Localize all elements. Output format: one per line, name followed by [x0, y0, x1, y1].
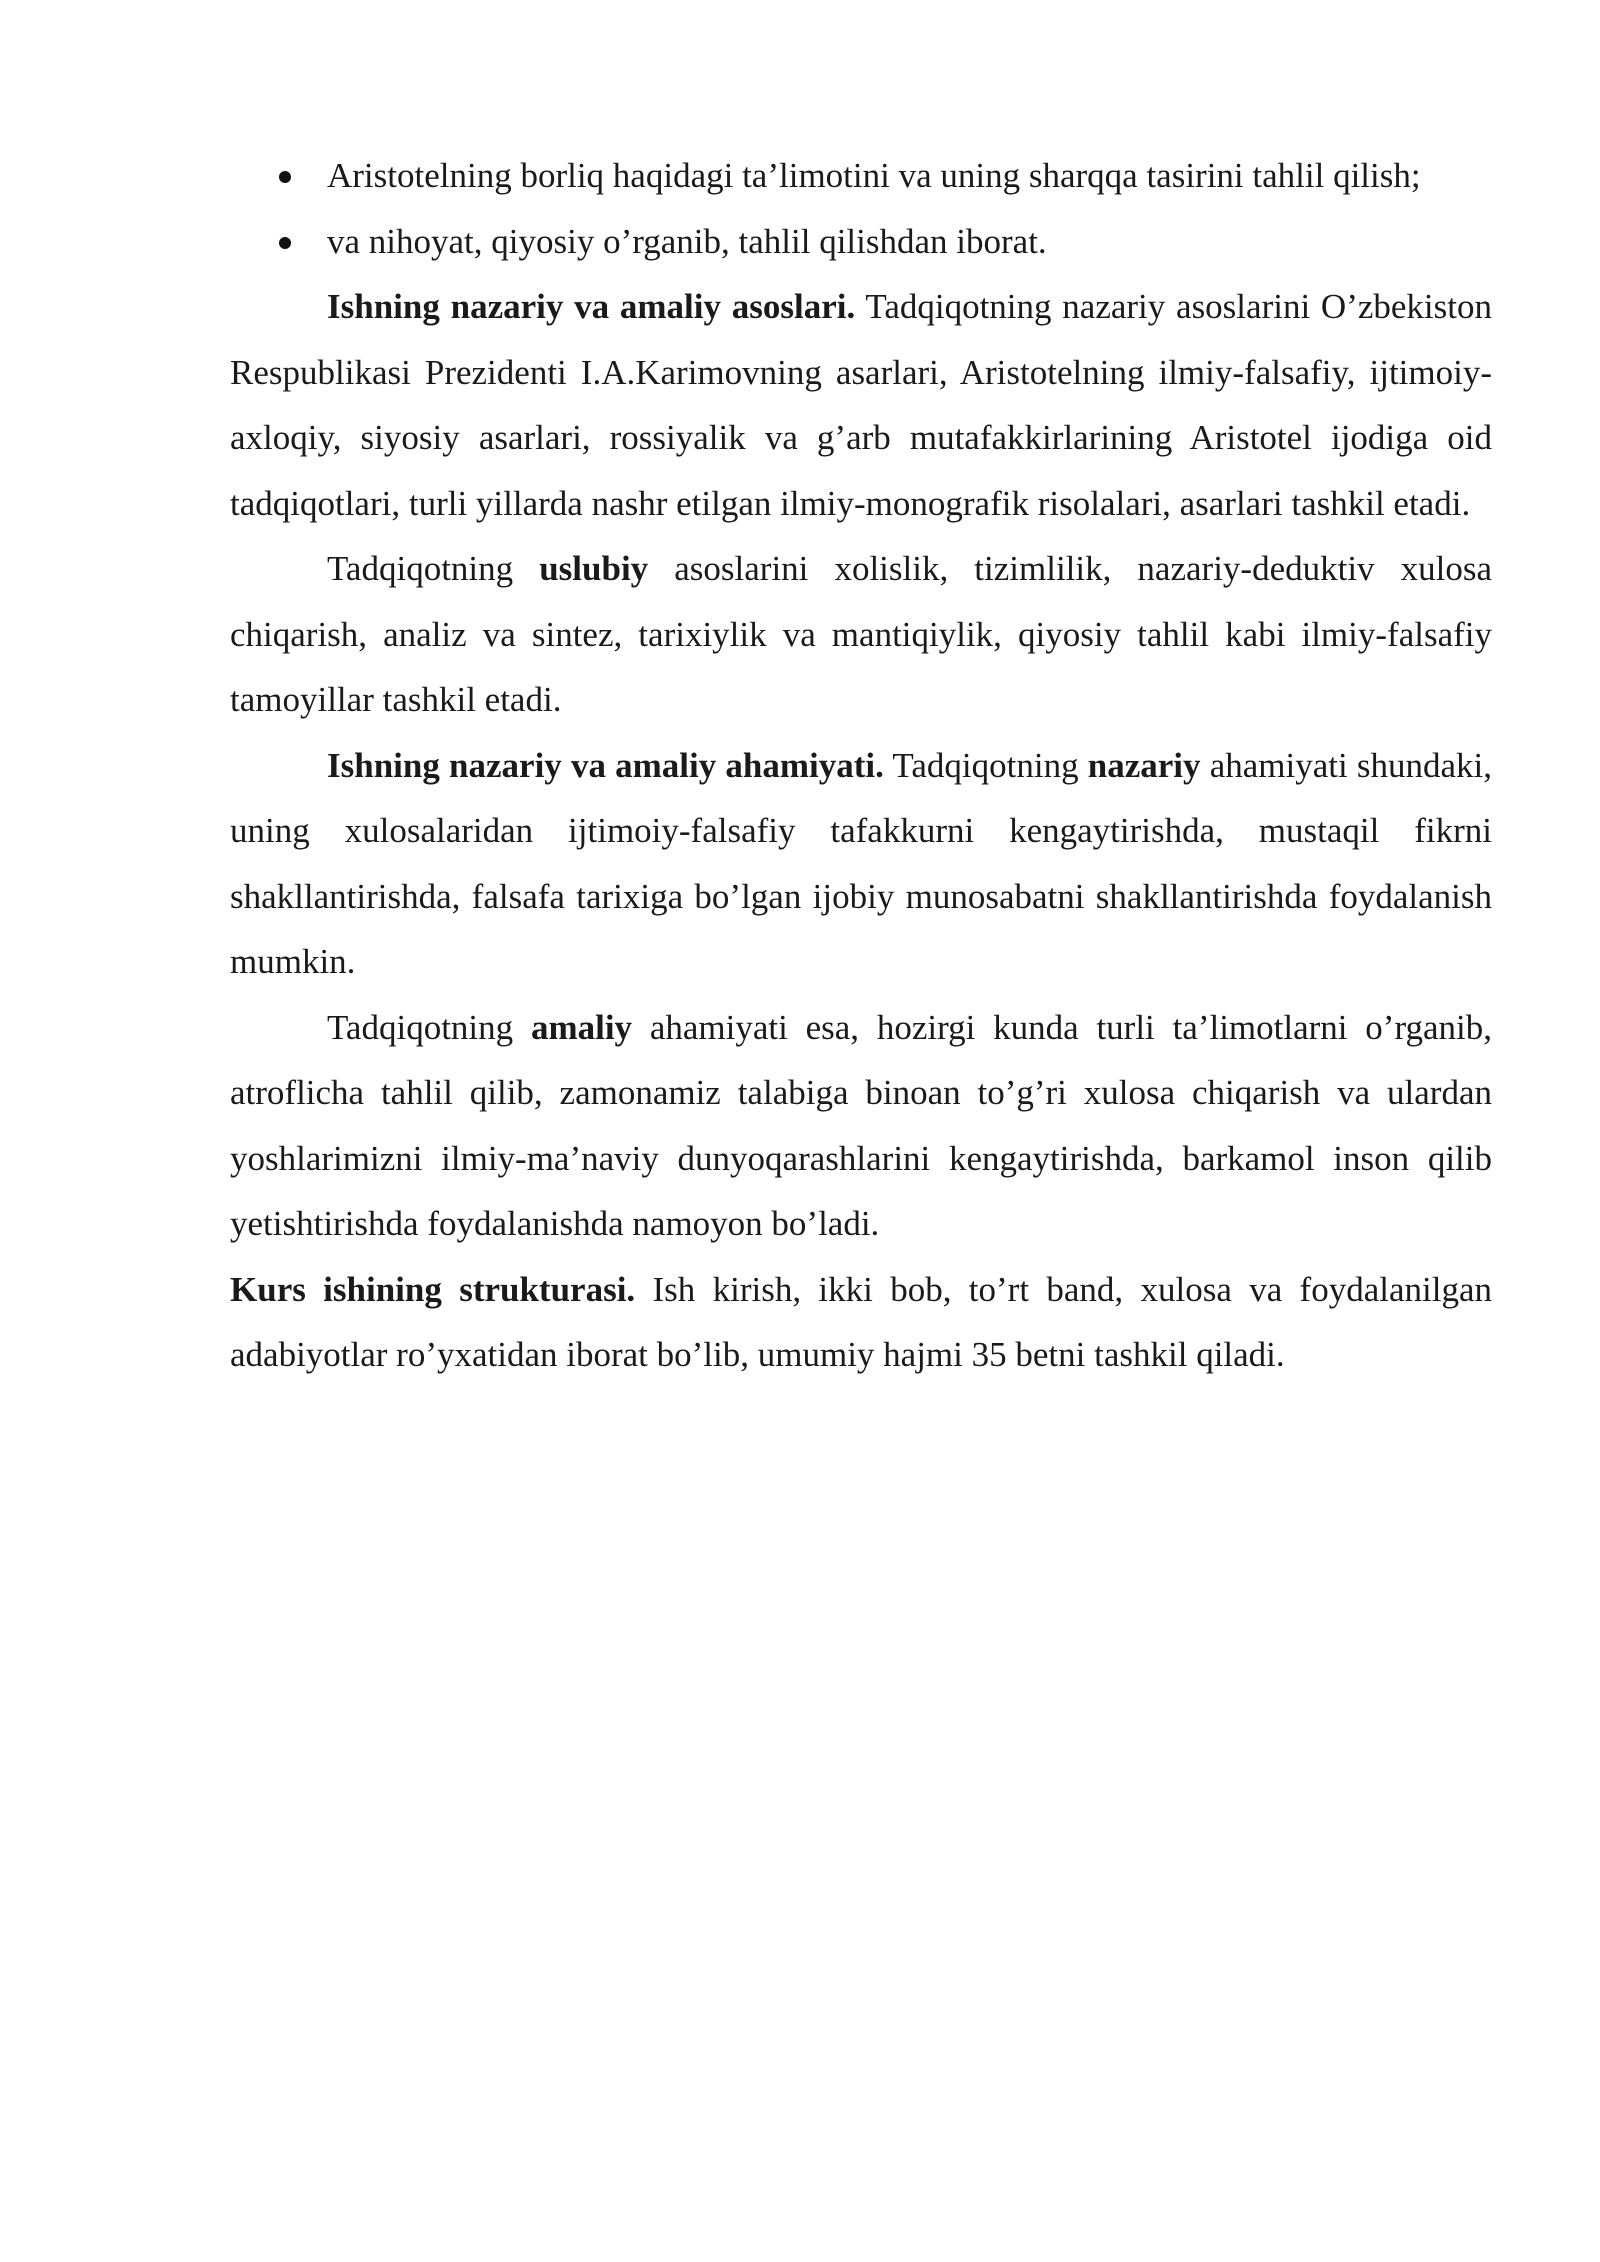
paragraph-text: ahamiyati shundaki, uning xulosalaridan ijtimoiy-falsafiy tafakkurni kengaytirishda, mustaqil fikrni shakllantirishda, falsafa tarixiga bo’lgan ijobiy munosabatni shakllantirishda foydalanish mumkin.	[230, 745, 1492, 981]
paragraph-structure	[230, 1257, 1492, 1388]
bold-term: nazariy	[1087, 745, 1201, 785]
list-item	[230, 143, 1492, 209]
bold-term: amaliy	[530, 1007, 633, 1047]
bullet-icon	[279, 171, 291, 183]
paragraph-text: asoslarini xolislik, tizimlilik, nazariy-deduktiv xulosa chiqarish, analiz va sintez, tarixiylik va mantiqiylik, qiyosiy tahlil kabi ilmiy-falsafiy tamoyillar tashkil etadi.	[230, 549, 1492, 719]
paragraph-text: Tadqiqotning nazariy asoslarini O’zbekiston Respublikasi Prezidenti I.A.Karimovning asarlari, Aristotelning ilmiy-falsafiy, ijtimoiy-axloqiy, siyosiy asarlari, rossiyalik va g’arb mutafakkirlarining Aristotel ijodiga oid tadqiqotlari, turli yillarda nashr etilgan ilmiy-monografik risolalari, asarlari tashkil etadi.	[230, 287, 1492, 523]
bullet-list	[230, 143, 1492, 274]
list-item-text: Aristotelning borliq haqidagi ta’limotini va uning sharqqa tasirini tahlil qilish;	[327, 156, 1421, 195]
bullet-icon	[279, 237, 291, 249]
paragraph-text: Tadqiqotning	[327, 1007, 531, 1047]
paragraph-text: ahamiyati esa, hozirgi kunda turli ta’limotlarni o’rganib, atroflicha tahlil qilib, zamonamiz talabiga binoan to’g’ri xulosa chiqarish va ulardan yoshlarimizni ilmiy-ma’naviy dunyoqarashlarini kengaytirishda, barkamol inson qilib yetishtirishda foydalanishda namoyon bo’ladi.	[230, 1007, 1492, 1243]
bold-term: uslubiy	[539, 549, 649, 588]
section-heading: Ishning nazariy va amaliy asoslari.	[327, 287, 856, 326]
paragraph-theoretical-significance	[230, 733, 1492, 995]
list-item-text: va nihoyat, qiyosiy o’rganib, tahlil qilishdan iborat.	[327, 221, 1047, 261]
paragraph-methodology	[230, 536, 1492, 733]
section-heading: Kurs ishining strukturasi.	[230, 1269, 636, 1309]
section-heading: Ishning nazariy va amaliy ahamiyati.	[327, 745, 884, 785]
paragraph-text: Ish kirish, ikki bob, to’rt band, xulosa va foydalanilgan adabiyotlar ro’yxatidan iborat bo’lib, umumiy hajmi 35 betni tashkil qiladi.	[230, 1269, 1492, 1374]
document-body	[230, 143, 1492, 1388]
paragraph-practical-significance	[230, 995, 1492, 1257]
paragraph-text: Tadqiqotning	[883, 745, 1088, 785]
list-item	[230, 209, 1492, 275]
paragraph-text: Tadqiqotning	[327, 549, 540, 588]
paragraph-theoretical-practical-bases	[230, 274, 1492, 536]
